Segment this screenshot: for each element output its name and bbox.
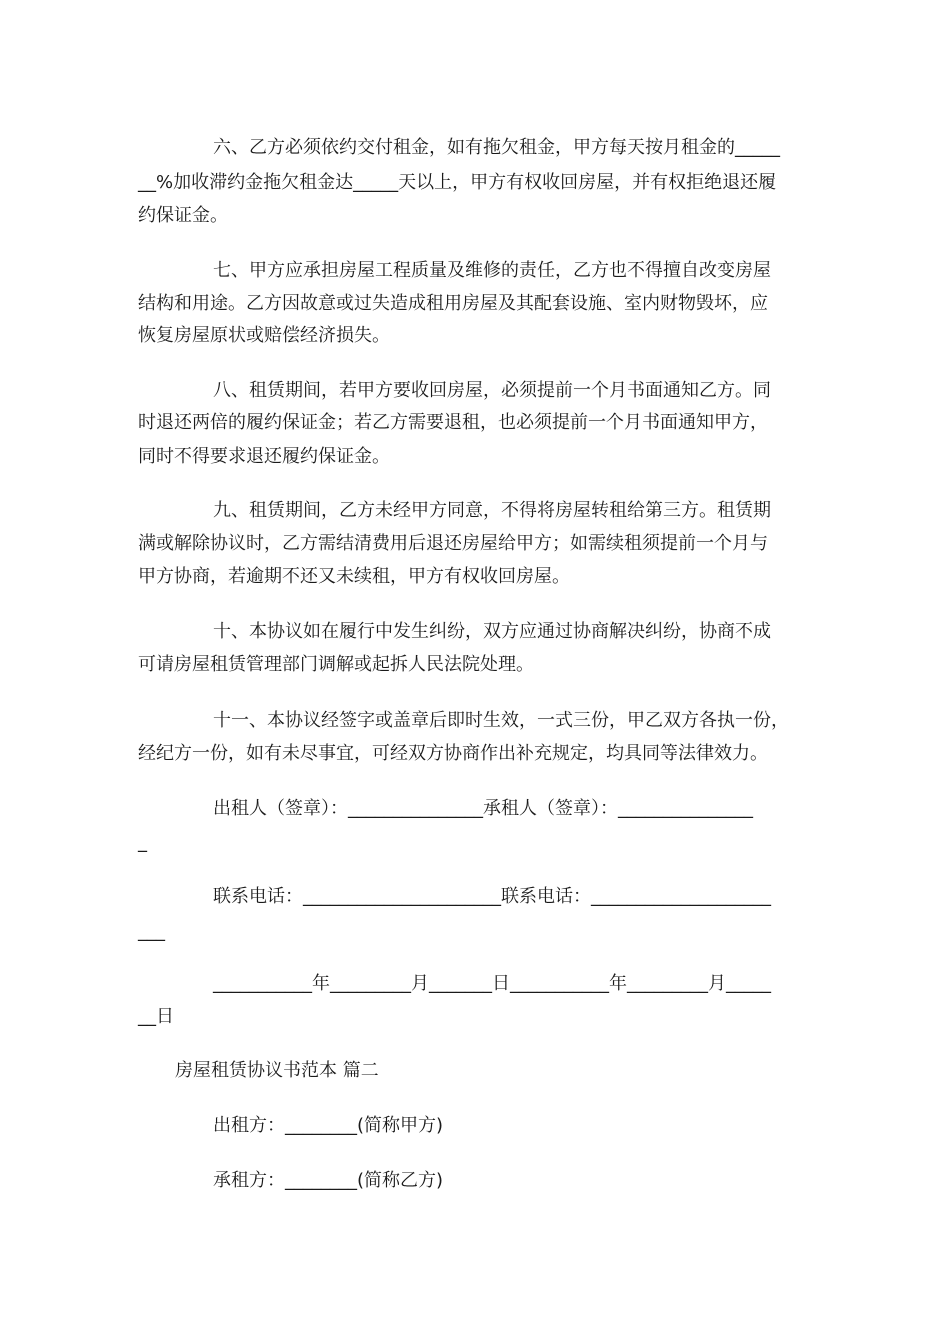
clause-11-line-1: 十一、本协议经签字或盖章后即时生效，一式三份，甲乙双方各执一份，	[213, 710, 789, 731]
clause-7-line-2: 结构和用途。乙方因故意或过失造成租用房屋及其配套设施、室内财物毁坏，应	[138, 293, 768, 314]
clause-11-line-2: 经纪方一份，如有未尽事宜，可经双方协商作出补充规定，均具同等法律效力。	[138, 743, 768, 764]
clause-10-line-2: 可请房屋租赁管理部门调解或起拆人民法院处理。	[138, 654, 534, 675]
date-line-overflow: __日	[138, 1006, 174, 1027]
clause-8-line-2: 时退还两倍的履约保证金；若乙方需要退租，也必须提前一个月书面通知甲方，	[138, 412, 768, 433]
clause-9-line-3: 甲方协商，若逾期不还又未续租，甲方有权收回房屋。	[138, 566, 570, 587]
signer-line: 出租人（签章）：_______________承租人（签章）：_______________	[213, 798, 753, 819]
clause-7-line-1: 七、甲方应承担房屋工程质量及维修的责任，乙方也不得擅自改变房屋	[213, 260, 771, 281]
clause-10-line-1: 十、本协议如在履行中发生纠纷，双方应通过协商解决纠纷，协商不成	[213, 621, 771, 642]
phone-line-overflow: ___	[138, 921, 165, 942]
clause-7-line-3: 恢复房屋原状或赔偿经济损失。	[138, 325, 390, 346]
lessee-line: 承租方：________(简称乙方)	[213, 1170, 444, 1191]
date-line: ___________年_________月_______日___________年_________月_____	[213, 973, 771, 994]
signer-line-overflow: _	[138, 832, 147, 853]
clause-9-line-1: 九、租赁期间，乙方未经甲方同意，不得将房屋转租给第三方。租赁期	[213, 500, 771, 521]
phone-line: 联系电话：______________________联系电话：____________________	[213, 886, 771, 907]
section-title: 房屋租赁协议书范本 篇二	[175, 1060, 379, 1081]
clause-6-line-2: __%加收滞约金拖欠租金达_____天以上，甲方有权收回房屋，并有权拒绝退还履	[138, 172, 777, 193]
clause-8-line-3: 同时不得要求退还履约保证金。	[138, 446, 390, 467]
clause-6-line-3: 约保证金。	[138, 205, 228, 226]
clause-8-line-1: 八、租赁期间，若甲方要收回房屋，必须提前一个月书面通知乙方。同	[213, 380, 771, 401]
clause-6-line-1: 六、乙方必须依约交付租金，如有拖欠租金，甲方每天按月租金的_____	[213, 137, 780, 158]
lessor-line: 出租方：________(简称甲方)	[213, 1115, 444, 1136]
clause-9-line-2: 满或解除协议时，乙方需结清费用后退还房屋给甲方；如需续租须提前一个月与	[138, 533, 768, 554]
